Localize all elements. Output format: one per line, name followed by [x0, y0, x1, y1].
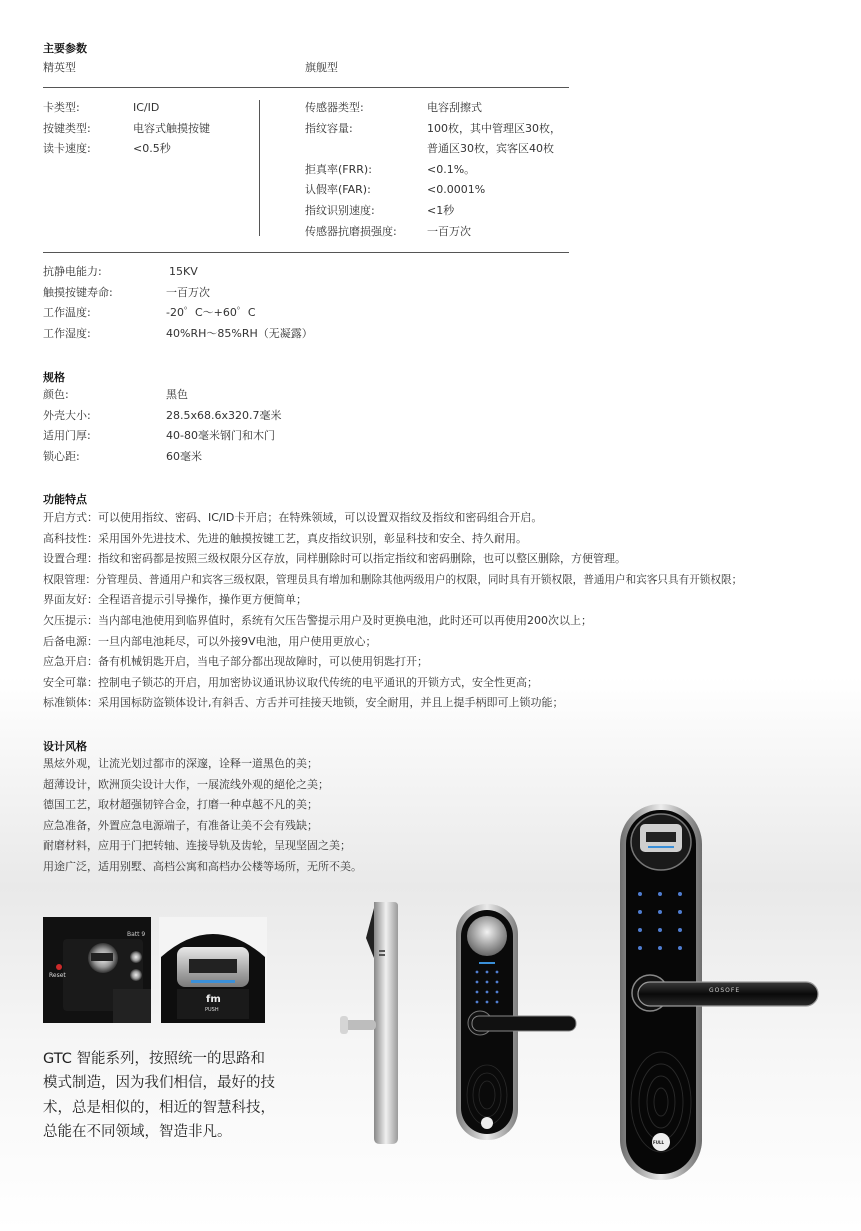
feature-line: 设置合理：指纹和密码都是按照三级权限分区存放，同样删除时可以指定指纹和密码删除，也可以整区删除，方便管理。	[43, 552, 626, 566]
spec-row	[43, 447, 282, 468]
spec-row	[43, 385, 282, 406]
features-list	[43, 508, 742, 714]
lock-front-small	[452, 900, 578, 1145]
spec-row	[43, 426, 282, 447]
feature-line: 标准锁体：采用国标防盗锁体设计,有斜舌、方舌并可挂接天地锁，安全耐用，并且上提手柄即可上锁功能；	[43, 696, 564, 710]
lock-side-view	[336, 898, 418, 1148]
spec-row	[43, 406, 282, 427]
param-label: 拒真率(FRR):	[305, 162, 372, 176]
spec-label: 外壳大小:	[43, 408, 91, 422]
sensor-closeup-photo	[159, 917, 267, 1023]
param-label: 工作湿度:	[43, 326, 91, 340]
param-value: 电容刮擦式	[427, 101, 482, 114]
features-title: 功能特点	[43, 493, 87, 506]
param-row	[305, 222, 561, 243]
param-row	[305, 160, 561, 181]
param-value: <1秒	[427, 203, 455, 217]
col1-list	[43, 98, 210, 160]
tagline-line: 模式制造，因为我们相信，最好的技	[43, 1075, 275, 1092]
tagline	[43, 1047, 275, 1145]
param-label: 卡类型:	[43, 101, 80, 114]
spec-label: 颜色:	[43, 388, 69, 401]
param-value: 40%RH～85%RH（无凝露）	[166, 326, 313, 340]
param-value: <0.1%。	[427, 162, 476, 176]
col2-list	[305, 98, 561, 242]
spec-value: 黑色	[166, 388, 188, 401]
sensor-brand: fm	[206, 994, 221, 1005]
full-label: FULL	[653, 1140, 665, 1145]
design-line: 应急准备，外置应急电源端子，有准备让美不会有残缺；	[43, 818, 318, 832]
tagline-line: 总能在不同领域，智造非凡。	[43, 1124, 232, 1141]
lock-front-large	[616, 802, 821, 1182]
feature-line: 应急开启：备有机械钥匙开启，当电子部分都出现故障时，可以使用钥匙打开；	[43, 655, 428, 669]
param-label: 传感器抗磨损强度:	[305, 224, 397, 238]
feature-line: 界面友好：全程语音提示引导操作，操作更方便简单；	[43, 593, 307, 607]
param-row	[43, 262, 313, 283]
design-line: 用途广泛，适用别墅、高档公寓和高档办公楼等场所，无所不美。	[43, 859, 362, 873]
param-row	[43, 139, 210, 160]
spec-label: 适用门厚:	[43, 429, 91, 443]
param-value: 一百万次	[166, 285, 210, 299]
tagline-line: 术，总是相似的，相近的智慧科技，	[43, 1099, 275, 1116]
feature-line: 欠压提示：当内部电池使用到临界值时，系统有欠压告警提示用户及时更换电池，此时还可以再使用200次以上；	[43, 613, 592, 627]
param-label: 触摸按键寿命:	[43, 285, 113, 299]
design-title: 设计风格	[43, 740, 87, 753]
spec-list	[43, 385, 282, 467]
col2-title: 旗舰型	[305, 61, 338, 74]
env-list	[43, 262, 313, 344]
lock-front-small-illustration	[452, 900, 578, 1145]
param-value: 普通区30枚，宾客区40枚	[427, 142, 554, 156]
params-title: 主要参数	[43, 42, 87, 55]
spec-label: 锁心距:	[43, 449, 80, 463]
param-row	[305, 139, 561, 160]
param-value: <0.5秒	[133, 142, 171, 156]
param-row	[305, 180, 561, 201]
param-label: 指纹容量:	[305, 121, 353, 135]
param-row	[305, 119, 561, 140]
param-row	[43, 98, 210, 119]
param-label	[305, 139, 427, 160]
param-label: 工作温度:	[43, 306, 91, 320]
design-line: 德国工艺，取材超强韧锌合金，打磨一种卓越不凡的美；	[43, 798, 318, 812]
param-value: IC/ID	[133, 101, 160, 114]
design-line: 超薄设计，欧洲顶尖设计大作，一展流线外观的絕伦之美；	[43, 777, 329, 791]
param-value: 100枚，其中管理区30枚，	[427, 121, 561, 135]
param-row	[43, 324, 313, 345]
reset-closeup-photo	[43, 917, 151, 1023]
param-row	[43, 119, 210, 140]
param-label: 认假率(FAR):	[305, 183, 371, 197]
design-line: 耐磨材料，应用于门把转轴、连接导轨及齿轮，呈现坚固之美；	[43, 839, 351, 853]
lock-brand: GOSOFE	[709, 987, 741, 994]
push-label: PUSH	[205, 1007, 219, 1013]
feature-line: 后备电源：一旦内部电池耗尽，可以外接9V电池，用户使用更放心；	[43, 634, 377, 648]
param-label: 读卡速度:	[43, 142, 91, 156]
param-value: <0.0001%	[427, 183, 486, 197]
param-label: 抗静电能力:	[43, 265, 102, 278]
design-list	[43, 754, 362, 878]
feature-line: 权限管理：分管理员、普通用户和宾客三级权限，管理员具有增加和删除其他两级用户的权限，同时具有开锁权限，普通用户和宾客只具有开锁权限；	[43, 573, 743, 586]
batt-label: Batt 9	[127, 931, 146, 938]
spec-value: 28.5x68.6x320.7毫米	[166, 408, 282, 422]
param-row	[43, 283, 313, 304]
feature-line: 高科技性：采用国外先进技术、先进的触摸按键工艺，真皮指纹识别，彰显科技和安全、持久耐用。	[43, 531, 527, 545]
divider	[43, 87, 569, 88]
spec-title: 规格	[43, 371, 65, 384]
param-label: 指纹识别速度:	[305, 203, 375, 217]
feature-line: 开启方式：可以使用指纹、密码、IC/ID卡开启；在特殊领域，可以设置双指纹及指纹和密码组合开启。	[43, 511, 543, 524]
divider	[43, 252, 569, 253]
param-label: 传感器类型:	[305, 101, 364, 114]
reset-label: Reset	[49, 972, 66, 979]
param-row	[43, 303, 313, 324]
spec-value: 60毫米	[166, 449, 202, 463]
param-value: 电容式触摸按键	[133, 121, 210, 135]
tagline-line: GTC 智能系列，按照统一的思路和	[43, 1051, 265, 1067]
feature-line: 安全可靠：控制电子锁芯的开启，用加密协议通讯协议取代传统的电平通讯的开锁方式，安全性更高；	[43, 675, 538, 689]
lock-side-illustration	[336, 898, 418, 1148]
spec-value: 40-80毫米钢门和木门	[166, 429, 275, 443]
param-row	[305, 201, 561, 222]
param-label: 按键类型:	[43, 121, 91, 135]
column-divider	[259, 100, 260, 236]
param-value: 一百万次	[427, 224, 471, 238]
design-line: 黑炫外观，让流光划过都市的深邃，诠释一道黑色的美；	[43, 757, 318, 770]
param-value: -20゜C～+60゜C	[166, 306, 256, 320]
param-value: 15KV	[169, 265, 198, 278]
col1-title: 精英型	[43, 61, 76, 74]
param-row	[305, 98, 561, 119]
